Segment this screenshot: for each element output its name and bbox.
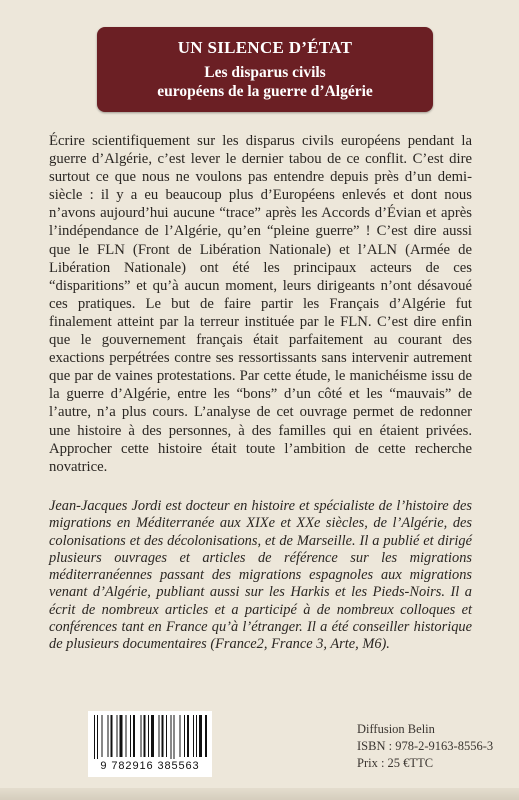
blurb-paragraph: Écrire scientifiquement sur les disparus civils européens pendant la guerre d’Algérie, c’est lever le dernier tabou de ce conflit. C’est dire surtout ce que nous ne voulons pas entendre depuis près d’un demi-siècle : il y a eu beaucoup plus d’Européens enlevés et dont nous n’avons aujourd’hui aucune “trace” après les Accords d’Évian et après l’indépendance de l’Algérie, qu’en “pleine guerre” ! C’est dire aussi que le FLN (Front de Libération Nationale) et l’ALN (Armée de Libération Nationale) ont été les principaux acteurs de ces “disparitions” et qu’à aucun moment, leurs dirigeants n’ont désavoué ces pratiques. Le but de faire partir les Français d’Algérie fut finalement atteint par la terreur instituée par le FLN. C’est dire enfin que le gouvernement français était parfaitement au courant des exactions perpétrées contre ses ressortissants sans intervenir autrement que par de vaines protestations. Par cette étude, le manichéisme issu de la guerre d’Algérie, entre les “bons” d’un côté et les “mauvais” de l’autre, n’a plus cours. L’analyse de cet ouvrage permet de redonner une histoire à des personnes, à des familles qui en étaient privées. Approcher cette histoire était toute l’ambition de cette recherche novatrice. bbox=[49, 133, 472, 475]
distribution-label: Diffusion Belin bbox=[357, 722, 435, 736]
blurb-section bbox=[49, 132, 472, 476]
barcode-bar bbox=[180, 715, 181, 757]
title-banner bbox=[97, 27, 433, 112]
barcode-bar bbox=[199, 715, 202, 757]
barcode-bar bbox=[187, 715, 189, 757]
barcode-bar bbox=[117, 715, 118, 757]
barcode-bar bbox=[196, 715, 197, 757]
book-subtitle-line-1: Les disparus civils bbox=[204, 64, 326, 81]
book-title: UN SILENCE D’ÉTAT bbox=[177, 38, 353, 57]
barcode bbox=[88, 711, 212, 777]
price-label: Prix : 25 €TTC bbox=[357, 756, 434, 770]
barcode-bar bbox=[108, 715, 109, 757]
author-bio-section bbox=[49, 498, 472, 654]
barcode-bar bbox=[171, 715, 172, 759]
barcode-bar bbox=[111, 715, 113, 757]
barcode-bar bbox=[97, 715, 98, 759]
barcode-bar bbox=[133, 715, 135, 757]
barcode-digits: 9 782916 385563 bbox=[100, 760, 200, 772]
barcode-bar bbox=[144, 715, 146, 757]
barcode-bar bbox=[159, 715, 160, 757]
publisher-info bbox=[357, 721, 507, 772]
isbn-label: ISBN : 978-2-9163-8556-3 bbox=[357, 739, 494, 753]
barcode-bar bbox=[193, 715, 194, 757]
book-subtitle bbox=[97, 63, 433, 101]
barcode-bar bbox=[166, 715, 167, 757]
barcode-bar bbox=[126, 715, 127, 757]
barcode-bar bbox=[151, 715, 154, 757]
barcode-bar bbox=[94, 715, 95, 759]
barcode-bar bbox=[162, 715, 164, 757]
barcode-bar bbox=[184, 715, 185, 757]
barcode-bar bbox=[141, 715, 142, 757]
barcode-bar bbox=[130, 715, 131, 757]
barcode-bar bbox=[148, 715, 149, 757]
barcode-bar bbox=[174, 715, 175, 759]
barcode-bars bbox=[88, 711, 212, 759]
cover-bottom-edge bbox=[0, 788, 519, 800]
barcode-bar bbox=[205, 715, 207, 757]
barcode-bar bbox=[120, 715, 123, 757]
book-subtitle-line-2: européens de la guerre d’Algérie bbox=[157, 83, 373, 100]
author-bio-paragraph: Jean-Jacques Jordi est docteur en histoire et spécialiste de l’histoire des migrations en Méditerranée aux XIXe et XXe siècles, de l’Algérie, des colonisations et des décolonisations, et de Marseille. Il a publié et dirigé plusieurs ouvrages et articles de référence sur les migrations méditerranéennes passant des migrations espagnoles aux migrations venant d’Algérie, publiant aussi sur les Harkis et les Pieds-Noirs. Il a écrit de nombreux articles et a participé à de nombreux colloques et conférences tant en France qu’à l’étranger. Il a été conseiller historique de plusieurs documentaires (France2, France 3, Arte, M6). bbox=[49, 498, 472, 653]
barcode-bar bbox=[102, 715, 103, 757]
